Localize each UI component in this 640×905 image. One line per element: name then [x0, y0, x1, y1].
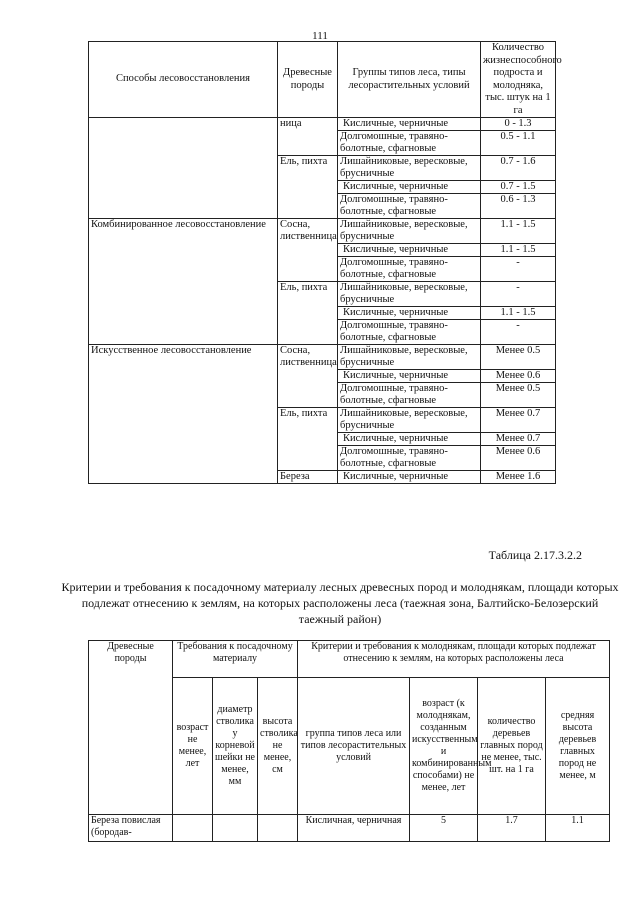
header-method: Способы лесовосстановления — [89, 42, 278, 118]
page-number: 111 — [312, 30, 328, 42]
forest-restoration-table — [88, 41, 562, 484]
forest-type-group: Долгомошные, травяно-болотные, сфагновые — [338, 320, 481, 345]
header-species: Древесные породы — [278, 42, 338, 118]
young-growth-quantity: 0.7 - 1.5 — [481, 181, 556, 194]
forest-type-group: Кисличные, черничные — [338, 471, 481, 484]
tree-species: Ель, пихта — [278, 156, 338, 219]
young-growth-quantity: - — [481, 320, 556, 345]
header-quantity: Количество жизнеспособного подроста и молодняка, тыс. штук на 1 га — [481, 42, 556, 118]
header-height: высота стволика не менее, см — [258, 678, 298, 815]
forest-type-group: Кисличные, черничные — [338, 307, 481, 320]
forest-type-group: Долгомошные, травяно-болотные, сфагновые — [338, 446, 481, 471]
header-young-age: возраст (к молоднякам, созданным искусственным и комбинированным способами) не менее, лет — [410, 678, 478, 815]
young-growth-quantity: 1.1 - 1.5 — [481, 244, 556, 257]
tree-count: 1.7 — [478, 815, 546, 842]
forest-type-group: Кисличные, черничные — [338, 244, 481, 257]
forest-type-group: Кисличные, черничные — [338, 181, 481, 194]
restoration-method: Искусственное лесовосстановление — [89, 345, 278, 484]
young-growth-quantity: Менее 0.5 — [481, 383, 556, 408]
header-young-stands: Критерии и требования к молоднякам, площади которых подлежат отнесению к землям, на которых расположены леса — [298, 641, 610, 678]
header-species: Древесные породы — [89, 641, 173, 815]
forest-type-group: Долгомошные, травяно-болотные, сфагновые — [338, 257, 481, 282]
table-caption: Критерии и требования к посадочному материалу лесных древесных пород и молоднякам, площади которых подлежат отнесению к землям, на которых расположены леса (таежная зона, Балтийско-Белозерский таежный район) — [61, 580, 619, 626]
average-height: 1.1 — [546, 815, 610, 842]
tree-species: Береза повислая (бородав- — [89, 815, 173, 842]
restoration-method — [89, 118, 278, 219]
tree-species: ница — [278, 118, 338, 156]
young-growth-quantity: 1.1 - 1.5 — [481, 219, 556, 244]
table-header-row — [89, 641, 610, 678]
header-age: возраст не менее, лет — [173, 678, 213, 815]
table-number: Таблица 2.17.3.2.2 — [488, 548, 582, 562]
forest-type-group: Кисличная, черничная — [298, 815, 410, 842]
young-growth-quantity: 0.6 - 1.3 — [481, 194, 556, 219]
forest-type-group: Долгомошные, травяно-болотные, сфагновые — [338, 383, 481, 408]
young-growth-quantity: Менее 0.6 — [481, 370, 556, 383]
table-row — [89, 815, 610, 842]
planting-criteria-table — [88, 640, 610, 842]
header-tree-count: количество деревьев главных пород не менее, тыс. шт. на 1 га — [478, 678, 546, 815]
table-header-row — [89, 42, 556, 118]
forest-type-group: Кисличные, черничные — [338, 118, 481, 131]
table-row — [89, 118, 556, 131]
forest-type-group: Долгомошные, травяно-болотные, сфагновые — [338, 131, 481, 156]
young-growth-quantity: 1.1 - 1.5 — [481, 307, 556, 320]
restoration-method: Комбинированное лесовосстановление — [89, 219, 278, 345]
young-growth-quantity: 0.7 - 1.6 — [481, 156, 556, 181]
tree-species: Ель, пихта — [278, 408, 338, 471]
forest-type-group: Лишайниковые, вересковые, брусничные — [338, 408, 481, 433]
forest-type-group: Лишайниковые, вересковые, брусничные — [338, 282, 481, 307]
header-avg-height: средняя высота деревьев главных пород не менее, м — [546, 678, 610, 815]
forest-type-group: Лишайниковые, вересковые, брусничные — [338, 345, 481, 370]
header-forest-group: Группы типов леса, типы лесорастительных условий — [338, 42, 481, 118]
header-diameter: диаметр стволика у корневой шейки не менее, мм — [213, 678, 258, 815]
young-growth-quantity: - — [481, 257, 556, 282]
tree-species: Сосна, лиственница — [278, 219, 338, 282]
forest-type-group: Кисличные, черничные — [338, 433, 481, 446]
young-growth-quantity: Менее 0.7 — [481, 433, 556, 446]
tree-species: Сосна, лиственница — [278, 345, 338, 408]
forest-type-group: Лишайниковые, вересковые, брусничные — [338, 156, 481, 181]
forest-type-group: Долгомошные, травяно-болотные, сфагновые — [338, 194, 481, 219]
young-stand-age: 5 — [410, 815, 478, 842]
young-growth-quantity: Менее 1.6 — [481, 471, 556, 484]
young-growth-quantity: Менее 0.5 — [481, 345, 556, 370]
young-growth-quantity: 0.5 - 1.1 — [481, 131, 556, 156]
tree-species: Береза — [278, 471, 338, 484]
young-growth-quantity: Менее 0.6 — [481, 446, 556, 471]
table-row — [89, 345, 556, 370]
table-row — [89, 219, 556, 244]
young-growth-quantity: Менее 0.7 — [481, 408, 556, 433]
header-forest-group: группа типов леса или типов лесорастительных условий — [298, 678, 410, 815]
young-growth-quantity: 0 - 1.3 — [481, 118, 556, 131]
planting-age — [173, 815, 213, 842]
header-planting-material: Требования к посадочному материалу — [173, 641, 298, 678]
planting-height — [258, 815, 298, 842]
planting-diameter — [213, 815, 258, 842]
tree-species: Ель, пихта — [278, 282, 338, 345]
forest-type-group: Кисличные, черничные — [338, 370, 481, 383]
young-growth-quantity: - — [481, 282, 556, 307]
forest-type-group: Лишайниковые, вересковые, брусничные — [338, 219, 481, 244]
